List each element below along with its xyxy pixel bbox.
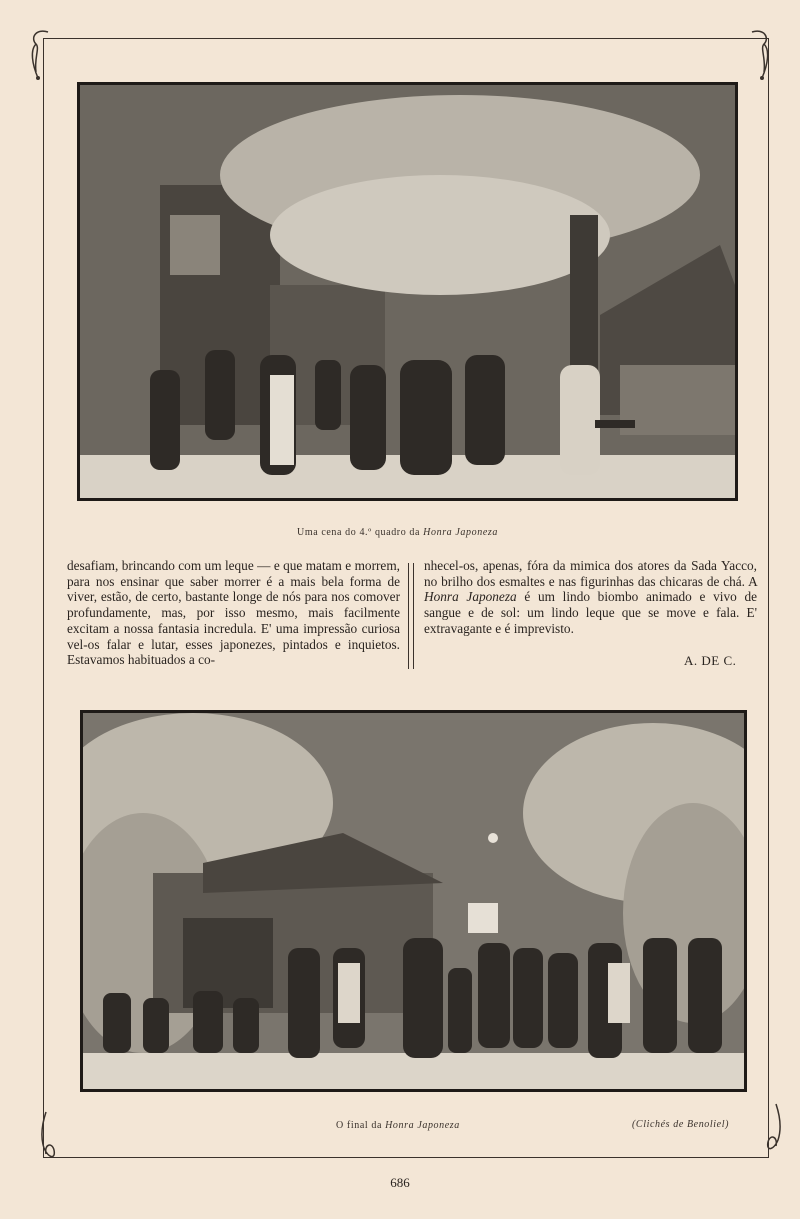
photo-scene-fourth-tableau <box>77 82 738 501</box>
photo-credit: (Clichés de Benoliel) <box>632 1119 730 1130</box>
corner-ornament-top-left <box>26 24 56 84</box>
corner-ornament-top-right <box>744 24 774 84</box>
top-photo-caption: Uma cena do 4.º quadro da Honra Japoneza <box>297 527 498 538</box>
corner-ornament-bottom-right <box>762 1100 792 1160</box>
text-column-right: nhecel-os, apenas, fóra da mimica dos atores da Sada Yacco, no brilho dos esmaltes e nas figurinhas das chicaras de chá. A Honra Japoneza é um lindo biombo animado e vivo de sangue e de sol: um lindo leque que se move e fala. E' extravagante e é imprevisto. <box>424 558 757 636</box>
author-signature: A. DE C. <box>684 653 737 668</box>
page-number: 686 <box>390 1175 410 1190</box>
photo-final-scene <box>80 710 747 1092</box>
text-column-left: desafiam, brincando com um leque — e que matam e morrem, para nos ensinar que saber morrer é a mais bela forma de viver, estão, de certo, bastante longe de nós para nos comover profundamente, mas, por isso mesmo, mais facilmente excitam a nossa fantasia incredula. E' uma impressão curiosa vel-os falar e lutar, esses japonezes, pintados e inquietos. Estavamos habituados a co- <box>67 558 400 668</box>
corner-ornament-bottom-left <box>34 1108 64 1168</box>
bottom-photo-caption: O final da Honra Japoneza <box>336 1120 460 1131</box>
column-divider <box>408 563 414 669</box>
